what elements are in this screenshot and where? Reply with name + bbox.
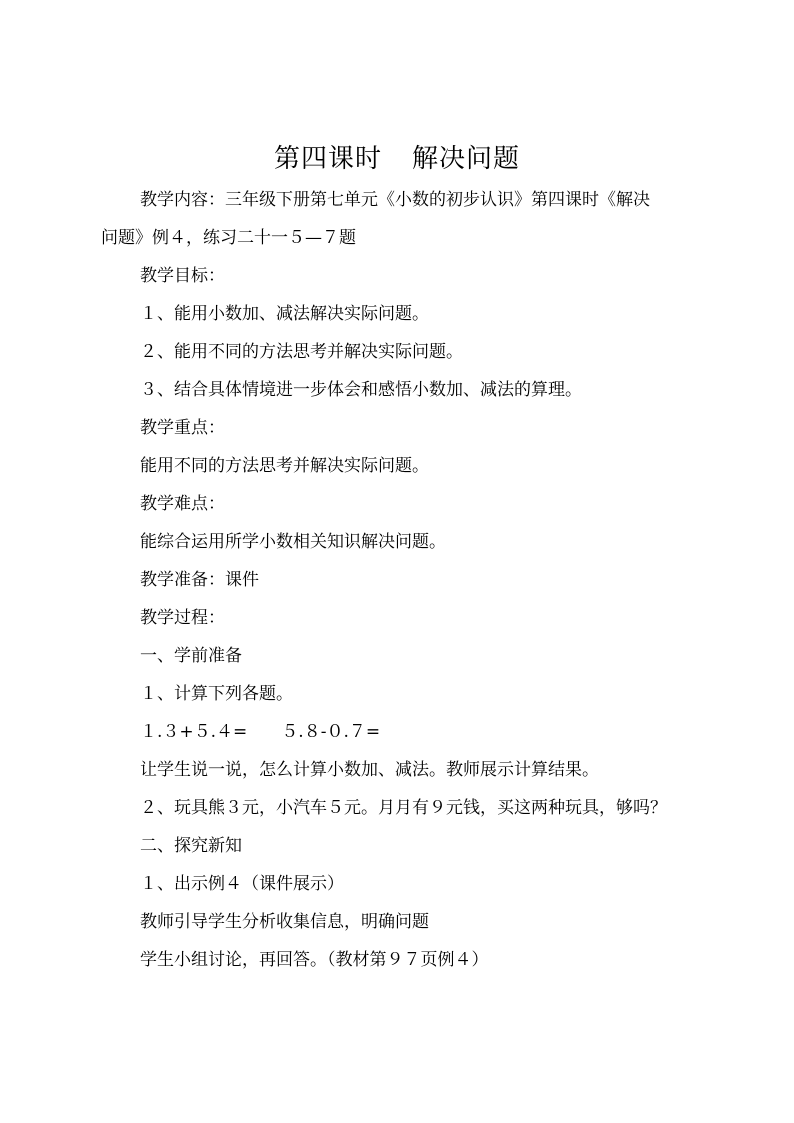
difficulty-text: 能综合运用所学小数相关知识解决问题。 [140,532,446,552]
keypoint-text: 能用不同的方法思考并解决实际问题。 [140,456,429,476]
teaching-content-line1: 教学内容：三年级下册第七单元《小数的初步认识》第四课时《解决 [140,190,650,210]
lesson-title-part2: 解决问题 [412,144,521,174]
calculation-line [140,720,380,744]
item-1-description: 让学生说一说，怎么计算小数加、减法。教师展示计算结果。 [140,760,599,780]
preparation-line: 教学准备：课件 [140,570,259,590]
keypoint-heading: 教学重点： [140,418,225,438]
objectives-heading: 教学目标： [140,266,225,286]
objective-2: ２、能用不同的方法思考并解决实际问题。 [140,342,463,362]
item-2: ２、玩具熊３元，小汽车５元。月月有９元钱，买这两种玩具，够吗？ [140,798,667,818]
calc-2: ５.８-０.７= [281,722,381,742]
section1-heading: 一、学前准备 [140,646,242,666]
objective-1: １、能用小数加、减法解决实际问题。 [140,304,429,324]
lesson-title-part1: 第四课时 [273,144,382,174]
item-3: １、出示例４（课件展示） [140,874,344,894]
calc-1: １.３+５.４= [140,722,248,742]
item-3-description: 教师引导学生分析收集信息，明确问题 [140,912,429,932]
difficulty-heading: 教学难点： [140,494,225,514]
item-1: １、计算下列各题。 [140,684,293,704]
objective-3: ３、结合具体情境进一步体会和感悟小数加、减法的算理。 [140,380,582,400]
lesson-title [0,142,794,176]
teaching-content-line2: 问题》例４，练习二十一５—７题 [101,228,356,248]
section2-heading: 二、探究新知 [140,836,242,856]
item-3-description-2: 学生小组讨论，再回答。（教材第９７页例４） [140,950,489,970]
process-heading: 教学过程： [140,608,225,628]
